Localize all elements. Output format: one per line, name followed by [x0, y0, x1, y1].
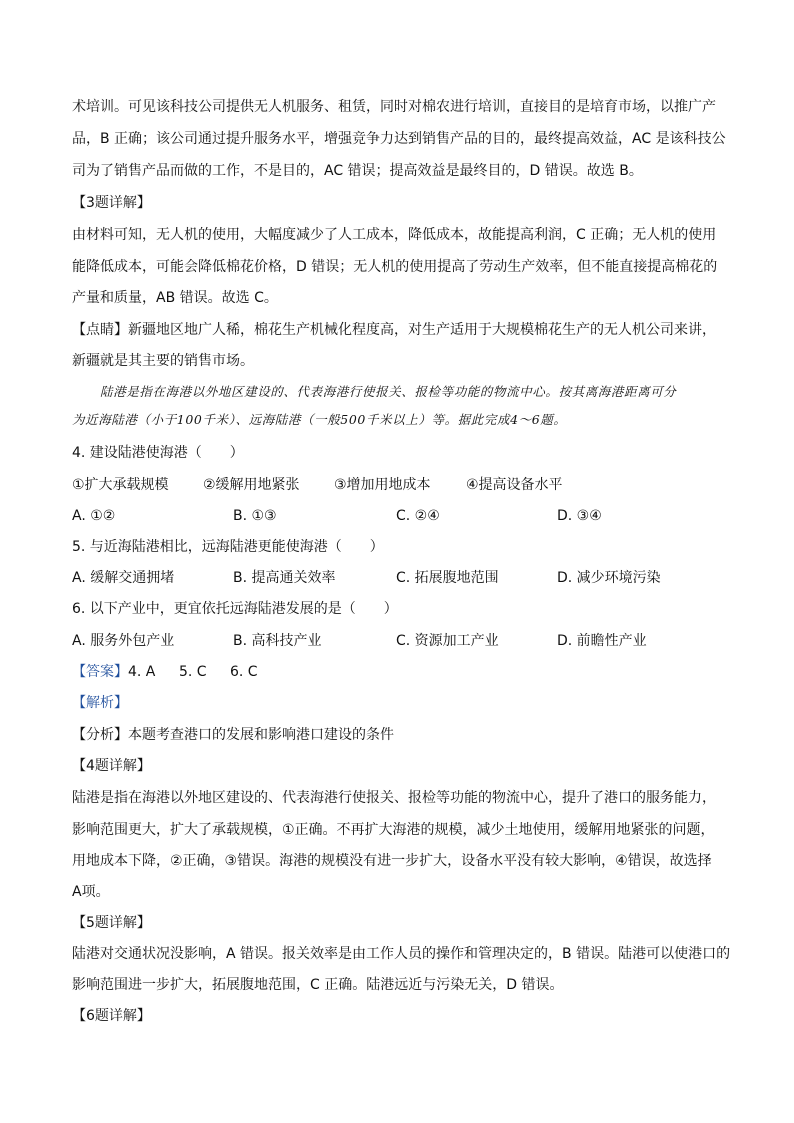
- section-heading: 【3题详解】: [72, 195, 151, 211]
- paragraph-line: 用地成本下降，②正确，③错误。海港的规模没有进一步扩大，设备水平没有较大影响，④错误，故选择: [72, 853, 712, 869]
- paragraph-line: 司为了销售产品而做的工作，不是目的，AC 错误；提高效益是最终目的，D 错误。故选 B。: [72, 163, 643, 179]
- answer-item: 6. C: [230, 664, 258, 680]
- answer-item: 4. A: [128, 664, 156, 680]
- material-intro-line: 陆港是指在海港以外地区建设的、代表海港行使报关、报检等功能的物流中心。按其离海港距离可分: [100, 384, 677, 399]
- option-d: D. ③④: [557, 508, 602, 524]
- paragraph-line: 影响范围进一步扩大，拓展腹地范围，C 正确。陆港远近与污染无关，D 错误。: [72, 977, 564, 993]
- paragraph-line: 【点睛】新疆地区地广人稀，棉花生产机械化程度高，对生产适用于大规模棉花生产的无人机公司来讲，: [72, 322, 716, 338]
- option-a: A. 缓解交通拥堵: [72, 570, 175, 586]
- question-5-stem: 5. 与近海陆港相比，远海陆港更能使海港（ ）: [72, 539, 384, 555]
- option-a: A. ①②: [72, 508, 116, 524]
- paragraph-line: A项。: [72, 884, 110, 900]
- option-b: B. 高科技产业: [233, 633, 322, 649]
- option-c: C. ②④: [396, 508, 440, 524]
- option-b: B. 提高通关效率: [233, 570, 336, 586]
- paragraph-line: 能降低成本，可能会降低棉花价格，D 错误；无人机的使用提高了劳动生产效率，但不能直接提高棉花的: [72, 259, 718, 275]
- option-d: D. 前瞻性产业: [557, 633, 647, 649]
- statement-3: ③增加用地成本: [334, 477, 431, 493]
- answer-label: 【答案】: [72, 664, 128, 680]
- paragraph-line: 陆港对交通状况没影响，A 错误。报关效率是由工作人员的操作和管理决定的，B 错误。陆港可以使港口的: [72, 946, 731, 962]
- analysis-label: 【解析】: [72, 695, 128, 711]
- paragraph-line: 品，B 正确；该公司通过提升服务水平，增强竞争力达到销售产品的目的，最终提高效益，AC 是该科技公: [72, 131, 726, 147]
- answer-item: 5. C: [179, 664, 207, 680]
- option-c: C. 资源加工产业: [396, 633, 499, 649]
- material-intro-line: 为近海陆港（小于100千米）、远海陆港（一般500千米以上）等。据此完成4～6题。: [72, 412, 567, 427]
- statement-4: ④提高设备水平: [466, 477, 563, 493]
- paragraph-line: 由材料可知，无人机的使用，大幅度减少了人工成本，降低成本，故能提高利润，C 正确；无人机的使用: [72, 227, 717, 243]
- option-a: A. 服务外包产业: [72, 633, 175, 649]
- paragraph-line: 产量和质量，AB 错误。故选 C。: [72, 290, 278, 306]
- paragraph-line: 陆港是指在海港以外地区建设的、代表海港行使报关、报检等功能的物流中心，提升了港口的服务能力，: [72, 790, 716, 806]
- section-heading: 【5题详解】: [72, 915, 151, 931]
- option-b: B. ①③: [233, 508, 277, 524]
- section-heading: 【4题详解】: [72, 758, 151, 774]
- option-c: C. 拓展腹地范围: [396, 570, 499, 586]
- paragraph-line: 术培训。可见该科技公司提供无人机服务、租赁，同时对棉农进行培训，直接目的是培育市场，以推广产: [72, 99, 716, 115]
- paragraph-line: 新疆就是其主要的销售市场。: [72, 353, 254, 369]
- question-6-stem: 6. 以下产业中，更宜依托远海陆港发展的是（ ）: [72, 601, 398, 617]
- option-d: D. 减少环境污染: [557, 570, 661, 586]
- paragraph-line: 影响范围更大，扩大了承载规模，①正确。不再扩大海港的规模，减少土地使用，缓解用地紧张的问题，: [72, 822, 715, 838]
- statement-2: ②缓解用地紧张: [203, 477, 300, 493]
- section-heading: 【6题详解】: [72, 1008, 151, 1024]
- paragraph-line: 【分析】本题考查港口的发展和影响港口建设的条件: [72, 727, 394, 743]
- statement-1: ①扩大承载规模: [72, 477, 169, 493]
- question-4-stem: 4. 建设陆港使海港（ ）: [72, 445, 244, 461]
